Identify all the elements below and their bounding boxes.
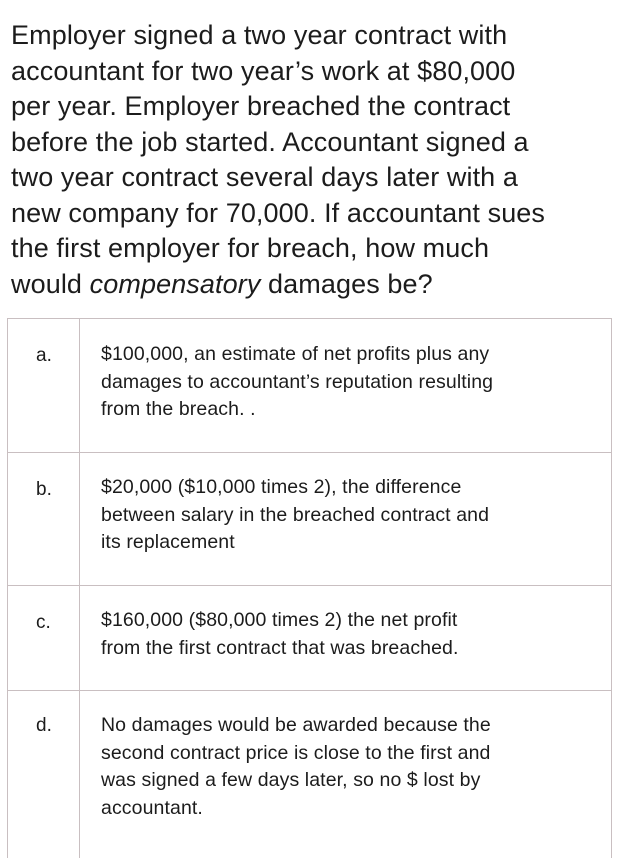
option-line: from the first contract that was breached. <box>101 636 459 659</box>
question-text <box>11 18 611 302</box>
option-letter: d. <box>36 715 52 736</box>
option-c[interactable] <box>8 586 611 691</box>
question-emphasis: compensatory <box>89 268 261 299</box>
option-text <box>101 607 591 662</box>
option-b[interactable] <box>8 453 611 586</box>
option-line: was signed a few days later, so no $ lost by <box>101 769 481 791</box>
option-line: between salary in the breached contract and <box>101 503 490 526</box>
option-text <box>101 474 591 557</box>
option-d[interactable] <box>8 691 611 859</box>
option-letter: c. <box>36 612 51 633</box>
question-line: before the job started. Accountant signed a <box>11 126 529 157</box>
option-line: accountant. <box>101 796 203 819</box>
question-line-suffix: damages be? <box>260 268 433 299</box>
option-line: from the breach. . <box>101 398 256 420</box>
answer-options-table <box>7 318 612 858</box>
question-line: Employer signed a two year contract with <box>11 20 508 50</box>
option-line: its replacement <box>101 531 235 553</box>
option-line: $100,000, an estimate of net profits plus any <box>101 343 490 365</box>
option-letter: a. <box>36 345 52 366</box>
question-line-last <box>11 267 611 303</box>
option-line: damages to accountant’s reputation resulting <box>101 370 494 393</box>
option-line: $160,000 ($80,000 times 2) the net profit <box>101 609 458 631</box>
question-line: two year contract several days later with a <box>11 162 519 192</box>
question-line-prefix: would <box>11 268 90 299</box>
option-line: $20,000 ($10,000 times 2), the difference <box>101 476 462 498</box>
option-a[interactable] <box>8 319 611 453</box>
question-line: per year. Employer breached the contract <box>11 91 511 121</box>
question-line: accountant for two year’s work at $80,000 <box>11 55 516 86</box>
option-text <box>101 712 591 822</box>
question-line: new company for 70,000. If accountant sues <box>11 197 546 228</box>
option-line: No damages would be awarded because the <box>101 714 491 736</box>
question-line: the first employer for breach, how much <box>11 233 490 263</box>
option-text <box>101 341 591 424</box>
option-line: second contract price is close to the first and <box>101 741 491 764</box>
option-letter: b. <box>36 479 52 500</box>
